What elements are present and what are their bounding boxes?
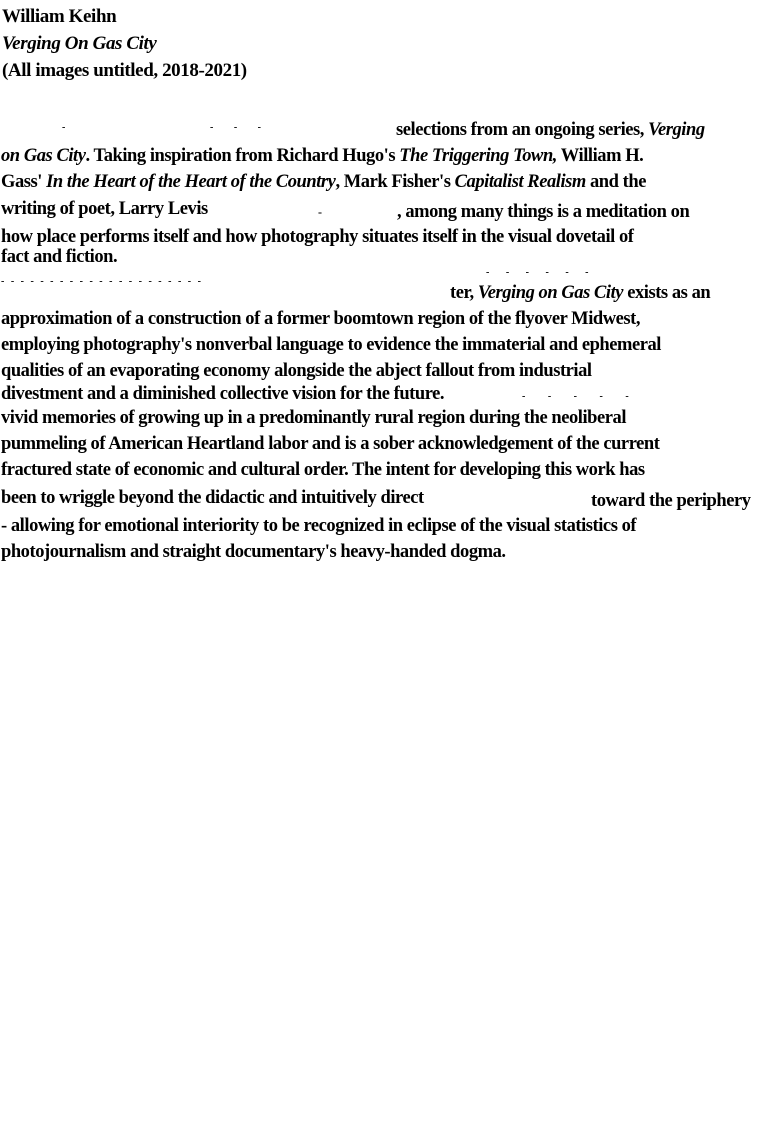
body-line: how place performs itself and how photography situates itself in the visual dovetail of: [1, 227, 634, 247]
faded-fragment: - - - - - - - - - - - - - - - - - - - - -: [1, 276, 203, 287]
body-line: fractured state of economic and cultural order. The intent for developing this work has: [1, 460, 645, 480]
body-line: qualities of an evaporating economy alongside the abject fallout from industrial: [1, 361, 592, 381]
faded-fragment: - - - - -: [522, 391, 629, 402]
body-line: fact and fiction.: [1, 247, 118, 267]
image-dates: (All images untitled, 2018-2021): [2, 60, 247, 81]
body-line: vivid memories of growing up in a predominantly rural region during the neoliberal: [1, 408, 627, 428]
body-line: on Gas City. Taking inspiration from Richard Hugo's The Triggering Town, William H.: [1, 146, 644, 166]
body-line: approximation of a construction of a former boomtown region of the flyover Midwest,: [1, 309, 641, 329]
body-line: , among many things is a meditation on: [397, 202, 690, 222]
faded-fragment: -: [62, 122, 66, 133]
body-line: ter, Verging on Gas City exists as an: [450, 283, 711, 303]
body-line: photojournalism and straight documentary's heavy-handed dogma.: [1, 542, 506, 562]
author-name: William Keihn: [2, 6, 117, 27]
body-line: writing of poet, Larry Levis: [1, 199, 208, 219]
body-line: been to wriggle beyond the didactic and intuitively direct: [1, 488, 424, 508]
faded-fragment: - - - - - -: [486, 267, 589, 278]
body-line: Gass' In the Heart of the Heart of the Country, Mark Fisher's Capitalist Realism and the: [1, 172, 646, 192]
body-line: - allowing for emotional interiority to be recognized in eclipse of the visual statistics of: [1, 516, 637, 536]
body-line: selections from an ongoing series, Verging: [396, 120, 705, 140]
faded-fragment: - - -: [210, 122, 261, 133]
series-title: Verging On Gas City: [2, 33, 157, 54]
faded-fragment: -: [318, 205, 322, 219]
body-line: employing photography's nonverbal language to evidence the immaterial and ephemeral: [1, 335, 661, 355]
body-line: pummeling of American Heartland labor and is a sober acknowledgement of the current: [1, 434, 660, 454]
body-line: divestment and a diminished collective vision for the future.: [1, 384, 445, 404]
body-line: toward the periphery: [591, 491, 751, 511]
